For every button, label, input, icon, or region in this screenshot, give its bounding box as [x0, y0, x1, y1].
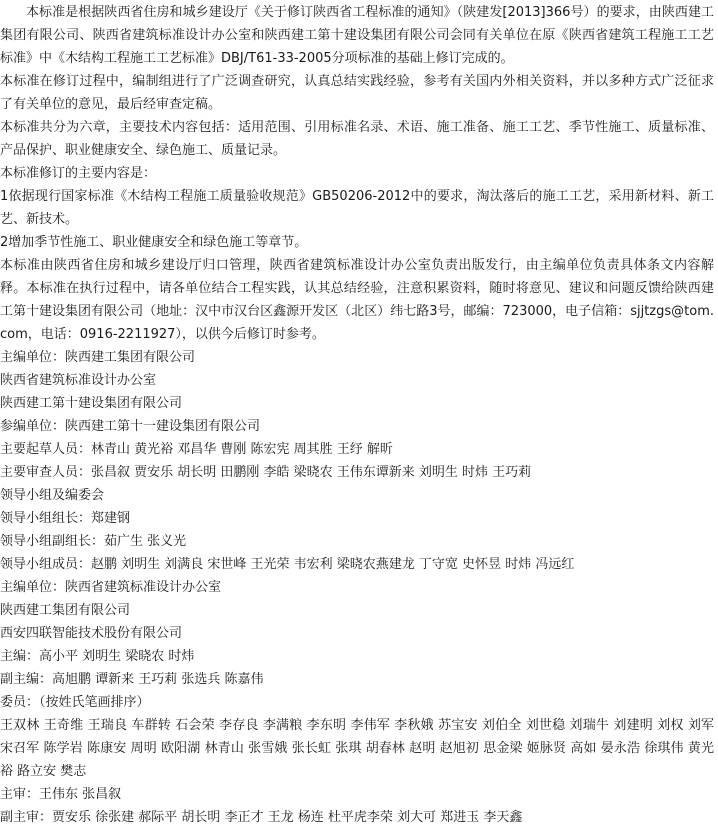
credit-line: 主审：王伟东 张昌叙: [0, 787, 122, 802]
credit-line: 主编单位：陕西建工集团有限公司: [0, 350, 196, 365]
credit-line: 领导小组成员：赵鹏 刘明生 刘满良 宋世峰 王光荣 韦宏利 梁晓农燕建龙 丁守宽 史怀昱 时炜 冯远红: [0, 557, 575, 572]
credit-line: 参编单位：陕西建工第十一建设集团有限公司: [0, 419, 261, 434]
credit-line: 副主审：贾安乐 徐张建 郝际平 胡长明 李正才 王龙 杨连 杜平虎李荣 刘大可 郑进玉 李天鑫: [0, 810, 523, 825]
credit-line: 领导小组组长：郑建钢: [0, 511, 131, 526]
credit-line: 王双林 王奇维 王瑞良 车群转 石会荣 李存良 李满粮 李东明 李伟军 李秋娥 苏宝安 刘伯全 刘世稳 刘瑞牛 刘建明 刘权 刘军 宋召军 陈学岩 陈康安 周明 欧阳湖 林青山 张雪娥 张长虹 张琪 胡春林 赵明 赵旭初 思金梁 姬脉贤 高如 晏永浩 徐琪伟 黄光裕 路立安 樊志: [0, 718, 714, 779]
credit-line: 副主编：高旭鹏 谭新来 王巧莉 张选兵 陈嘉伟: [0, 672, 264, 687]
credit-line: 主要起草人员：林青山 黄光裕 邓昌华 曹刚 陈宏宪 周其胜 王纾 解昕: [0, 442, 393, 457]
preface-paragraph: 2增加季节性施工、职业健康安全和绿色施工等章节。: [0, 235, 308, 250]
preface-paragraph: 1依据现行国家标准《木结构工程施工质量验收规范》GB50206-2012中的要求，淘汰落后的施工工艺，采用新材料、新工艺、新技术。: [0, 189, 714, 227]
preface-section: [0, 1, 714, 346]
credit-line: 领导小组及编委会: [0, 488, 105, 503]
preface-paragraph: 本标准是根据陕西省住房和城乡建设厅《关于修订陕西省工程标准的通知》（陕建发[2013]366号）的要求，由陕西建工集团有限公司、陕西省建筑标准设计办公室和陕西建工第十建设集团有限公司会同有关单位在原《陕西省建筑工程施工工艺标准》中《木结构工程施工工艺标准》DBJ/T61-33-2005分项标准的基础上修订完成的。: [0, 5, 714, 66]
credits-section: [0, 346, 714, 829]
credit-line: 陕西建工第十建设集团有限公司: [0, 396, 183, 411]
credit-line: 陕西省建筑标准设计办公室: [0, 373, 157, 388]
credit-line: 领导小组副组长：茹广生 张义光: [0, 534, 187, 549]
preface-paragraph: 本标准在修订过程中，编制组进行了广泛调查研究，认真总结实践经验，参考有关国内外相关资料，并以多种方式广泛征求了有关单位的意见，最后经审查定稿。: [0, 74, 714, 112]
credit-line: 西安四联智能技术股份有限公司: [0, 626, 183, 641]
preface-paragraph: 本标准共分为六章，主要技术内容包括：适用范围、引用标准名录、术语、施工准备、施工工艺、季节性施工、质量标准、产品保护、职业健康安全、绿色施工、质量记录。: [0, 120, 714, 158]
preface-paragraph: 本标准修订的主要内容是：: [0, 166, 157, 181]
credit-line: 主编：高小平 刘明生 梁晓农 时炜: [0, 649, 195, 664]
credit-line: 陕西建工集团有限公司: [0, 603, 131, 618]
credit-line: 主要审查人员：张昌叙 贾安乐 胡长明 田鹏刚 李皓 梁晓农 王伟东谭新来 刘明生 时炜 王巧莉: [0, 465, 532, 480]
credit-line: 主编单位：陕西省建筑标准设计办公室: [0, 580, 222, 595]
preface-paragraph: 本标准由陕西省住房和城乡建设厅归口管理，陕西省建筑标准设计办公室负责出版发行，由主编单位负责具体条文内容解释。本标准在执行过程中，请各单位结合工程实践，认其总结经验，注意积累资料，随时将意见、建议和问题反馈给陕西建工第十建设集团有限公司（地址：汉中市汉台区鑫源开发区（北区）纬七路3号，邮编：723000，电子信箱：sjjtzgs@tom.com，电话：0916-2211927），以供今后修订时参考。: [0, 258, 714, 342]
credit-line: 委员：（按姓氏笔画排序）: [0, 695, 150, 710]
